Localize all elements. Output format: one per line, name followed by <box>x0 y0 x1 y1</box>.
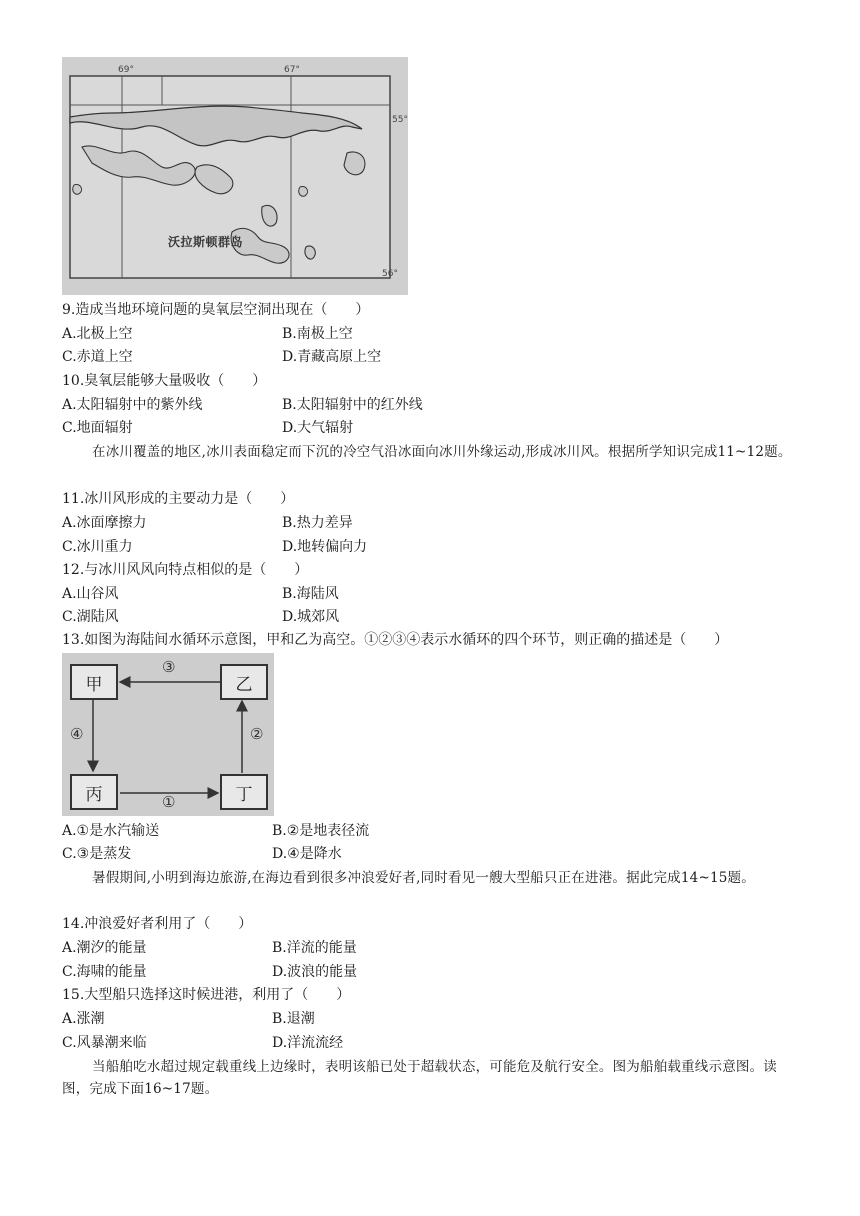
lon-label-right: 67° <box>284 65 300 75</box>
label-2: ② <box>250 725 264 743</box>
question-11-option-d: D.地转偏向力 <box>282 539 368 555</box>
question-11-option-a: A.冰面摩擦力 <box>62 515 147 531</box>
question-12-stem: 12.与冰川风风向特点相似的是（ ） <box>62 562 309 578</box>
lon-label-left: 69° <box>118 65 134 75</box>
question-14-stem: 14.冲浪爱好者利用了（ ） <box>62 916 253 932</box>
question-11-option-c: C.冰川重力 <box>62 539 133 555</box>
question-15-stem: 15.大型船只选择这时候进港，利用了（ ） <box>62 987 351 1003</box>
question-13-option-a: A.①是水汽输送 <box>62 823 160 839</box>
question-10-option-a: A.太阳辐射中的紫外线 <box>62 397 203 413</box>
question-9-option-c: C.赤道上空 <box>62 349 133 365</box>
question-12-option-c: C.湖陆风 <box>62 609 119 625</box>
map-figure <box>62 57 408 295</box>
question-9-option-d: D.青藏高原上空 <box>282 349 382 365</box>
lat-label-bottom: 56° <box>382 269 398 279</box>
question-14-option-a: A.潮汐的能量 <box>62 940 147 956</box>
box-jia: 甲 <box>70 664 118 700</box>
question-13-option-b: B.②是地表径流 <box>272 823 370 839</box>
question-15-option-a: A.涨潮 <box>62 1011 105 1027</box>
water-cycle-diagram <box>62 653 274 816</box>
question-12-option-b: B.海陆风 <box>282 586 339 602</box>
question-9-option-a: A.北极上空 <box>62 326 133 342</box>
place-label: 沃拉斯顿群岛 <box>168 235 244 249</box>
question-13-option-c: C.③是蒸发 <box>62 846 132 862</box>
question-14-option-d: D.波浪的能量 <box>272 964 358 980</box>
lat-label-top: 55° <box>392 115 408 125</box>
question-10-option-c: C.地面辐射 <box>62 420 133 436</box>
map-drawing <box>62 57 408 295</box>
question-12-option-a: A.山谷风 <box>62 586 119 602</box>
label-3: ③ <box>162 658 176 676</box>
box-yi: 乙 <box>220 664 268 700</box>
intro-16-17: 当船舶吃水超过规定载重线上边缘时，表明该船已处于超载状态，可能危及航行安全。图为船舶载重线示意图。读图，完成下面16~17题。 <box>62 1059 777 1097</box>
question-14-option-b: B.洋流的能量 <box>272 940 357 956</box>
question-10-option-d: D.大气辐射 <box>282 420 354 436</box>
intro-11-12: 在冰川覆盖的地区,冰川表面稳定而下沉的冷空气沿冰面向冰川外缘运动,形成冰川风。根据所学知识完成11~12题。 <box>92 444 792 460</box>
question-13-option-d: D.④是降水 <box>272 846 342 862</box>
question-12-option-d: D.城郊风 <box>282 609 340 625</box>
question-15-option-c: C.风暴潮来临 <box>62 1035 147 1051</box>
intro-14-15: 暑假期间,小明到海边旅游,在海边看到很多冲浪爱好者,同时看见一艘大型船只正在进港。据此完成14~15题。 <box>92 870 755 886</box>
question-11-stem: 11.冰川风形成的主要动力是（ ） <box>62 491 295 507</box>
label-1: ① <box>162 793 176 811</box>
question-13-stem: 13.如图为海陆间水循环示意图，甲和乙为高空。①②③④表示水循环的四个环节，则正确的描述是（ ） <box>62 632 729 648</box>
question-14-option-c: C.海啸的能量 <box>62 964 147 980</box>
box-bing: 丙 <box>70 774 118 810</box>
question-10-option-b: B.太阳辐射中的红外线 <box>282 397 423 413</box>
question-9-stem: 9.造成当地环境问题的臭氧层空洞出现在（ ） <box>62 302 370 318</box>
question-10-stem: 10.臭氧层能够大量吸收（ ） <box>62 373 267 389</box>
label-4: ④ <box>70 725 84 743</box>
question-9-option-b: B.南极上空 <box>282 326 353 342</box>
question-11-option-b: B.热力差异 <box>282 515 353 531</box>
question-15-option-d: D.洋流流经 <box>272 1035 344 1051</box>
box-ding: 丁 <box>220 774 268 810</box>
question-15-option-b: B.退潮 <box>272 1011 315 1027</box>
